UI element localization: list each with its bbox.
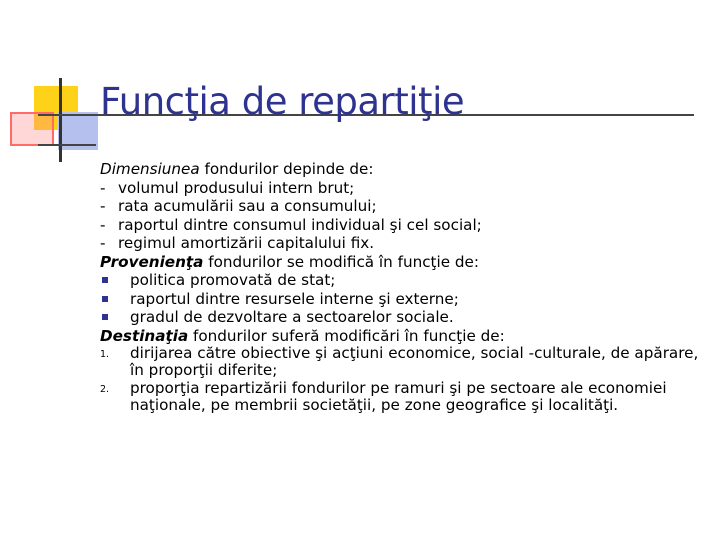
section-keyword: Provenienţa	[100, 252, 204, 271]
list-item	[100, 308, 710, 327]
list-item-text: raportul dintre resursele interne şi externe;	[130, 289, 459, 308]
list-item	[100, 380, 710, 413]
list-item-text: raportul dintre consumul individual şi cel social;	[118, 215, 482, 234]
square-bullet-icon	[102, 296, 108, 302]
list-item	[100, 290, 710, 309]
list-item	[100, 234, 710, 253]
list-item	[100, 216, 710, 235]
list-item-text: gradul de dezvoltare a sectoarelor sociale.	[130, 308, 454, 326]
slide-title: Funcţia de repartiţie	[100, 80, 465, 123]
list-item	[100, 179, 710, 198]
item-number: 1.	[100, 349, 110, 360]
item-number: 2.	[100, 384, 110, 395]
short-rule-decoration	[38, 144, 96, 146]
section-heading-text: fondurilor suferă modificări în funcţie de:	[188, 326, 505, 345]
vertical-rule-decoration	[59, 78, 62, 162]
section-heading	[100, 160, 710, 179]
section-heading-text: fondurilor depinde de:	[199, 160, 374, 178]
section-heading	[100, 327, 710, 346]
list-item-text: dirijarea către obiective şi acţiuni economice, social -culturale, de apărare, în proporţii diferite;	[130, 344, 699, 379]
red-square-decoration	[10, 112, 54, 146]
section-heading	[100, 253, 710, 272]
dash-bullet: -	[100, 178, 106, 197]
list-item	[100, 197, 710, 216]
list-item-text: rata acumulării sau a consumului;	[118, 197, 377, 215]
section-keyword: Destinaţia	[100, 326, 189, 345]
section-keyword: Dimensiunea	[100, 160, 200, 178]
section-heading-text: fondurilor se modifică în funcţie de:	[203, 252, 479, 271]
list-item	[100, 345, 710, 378]
slide-body	[100, 160, 710, 415]
list-item	[100, 271, 710, 290]
list-item-text: politica promovată de stat;	[130, 271, 336, 289]
dash-bullet: -	[100, 197, 106, 215]
decorative-logo	[0, 0, 110, 170]
list-item-text: regimul amortizării capitalului fix.	[118, 234, 375, 252]
dash-bullet: -	[100, 234, 106, 252]
square-bullet-icon	[102, 277, 108, 283]
list-item-text: proporţia repartizării fondurilor pe ramuri şi pe sectoare ale economiei naţionale, pe membrii societăţii, pe zone geografice şi localităţi.	[130, 379, 667, 414]
square-bullet-icon	[102, 314, 108, 320]
dash-bullet: -	[100, 215, 106, 234]
list-item-text: volumul produsului intern brut;	[118, 178, 355, 197]
